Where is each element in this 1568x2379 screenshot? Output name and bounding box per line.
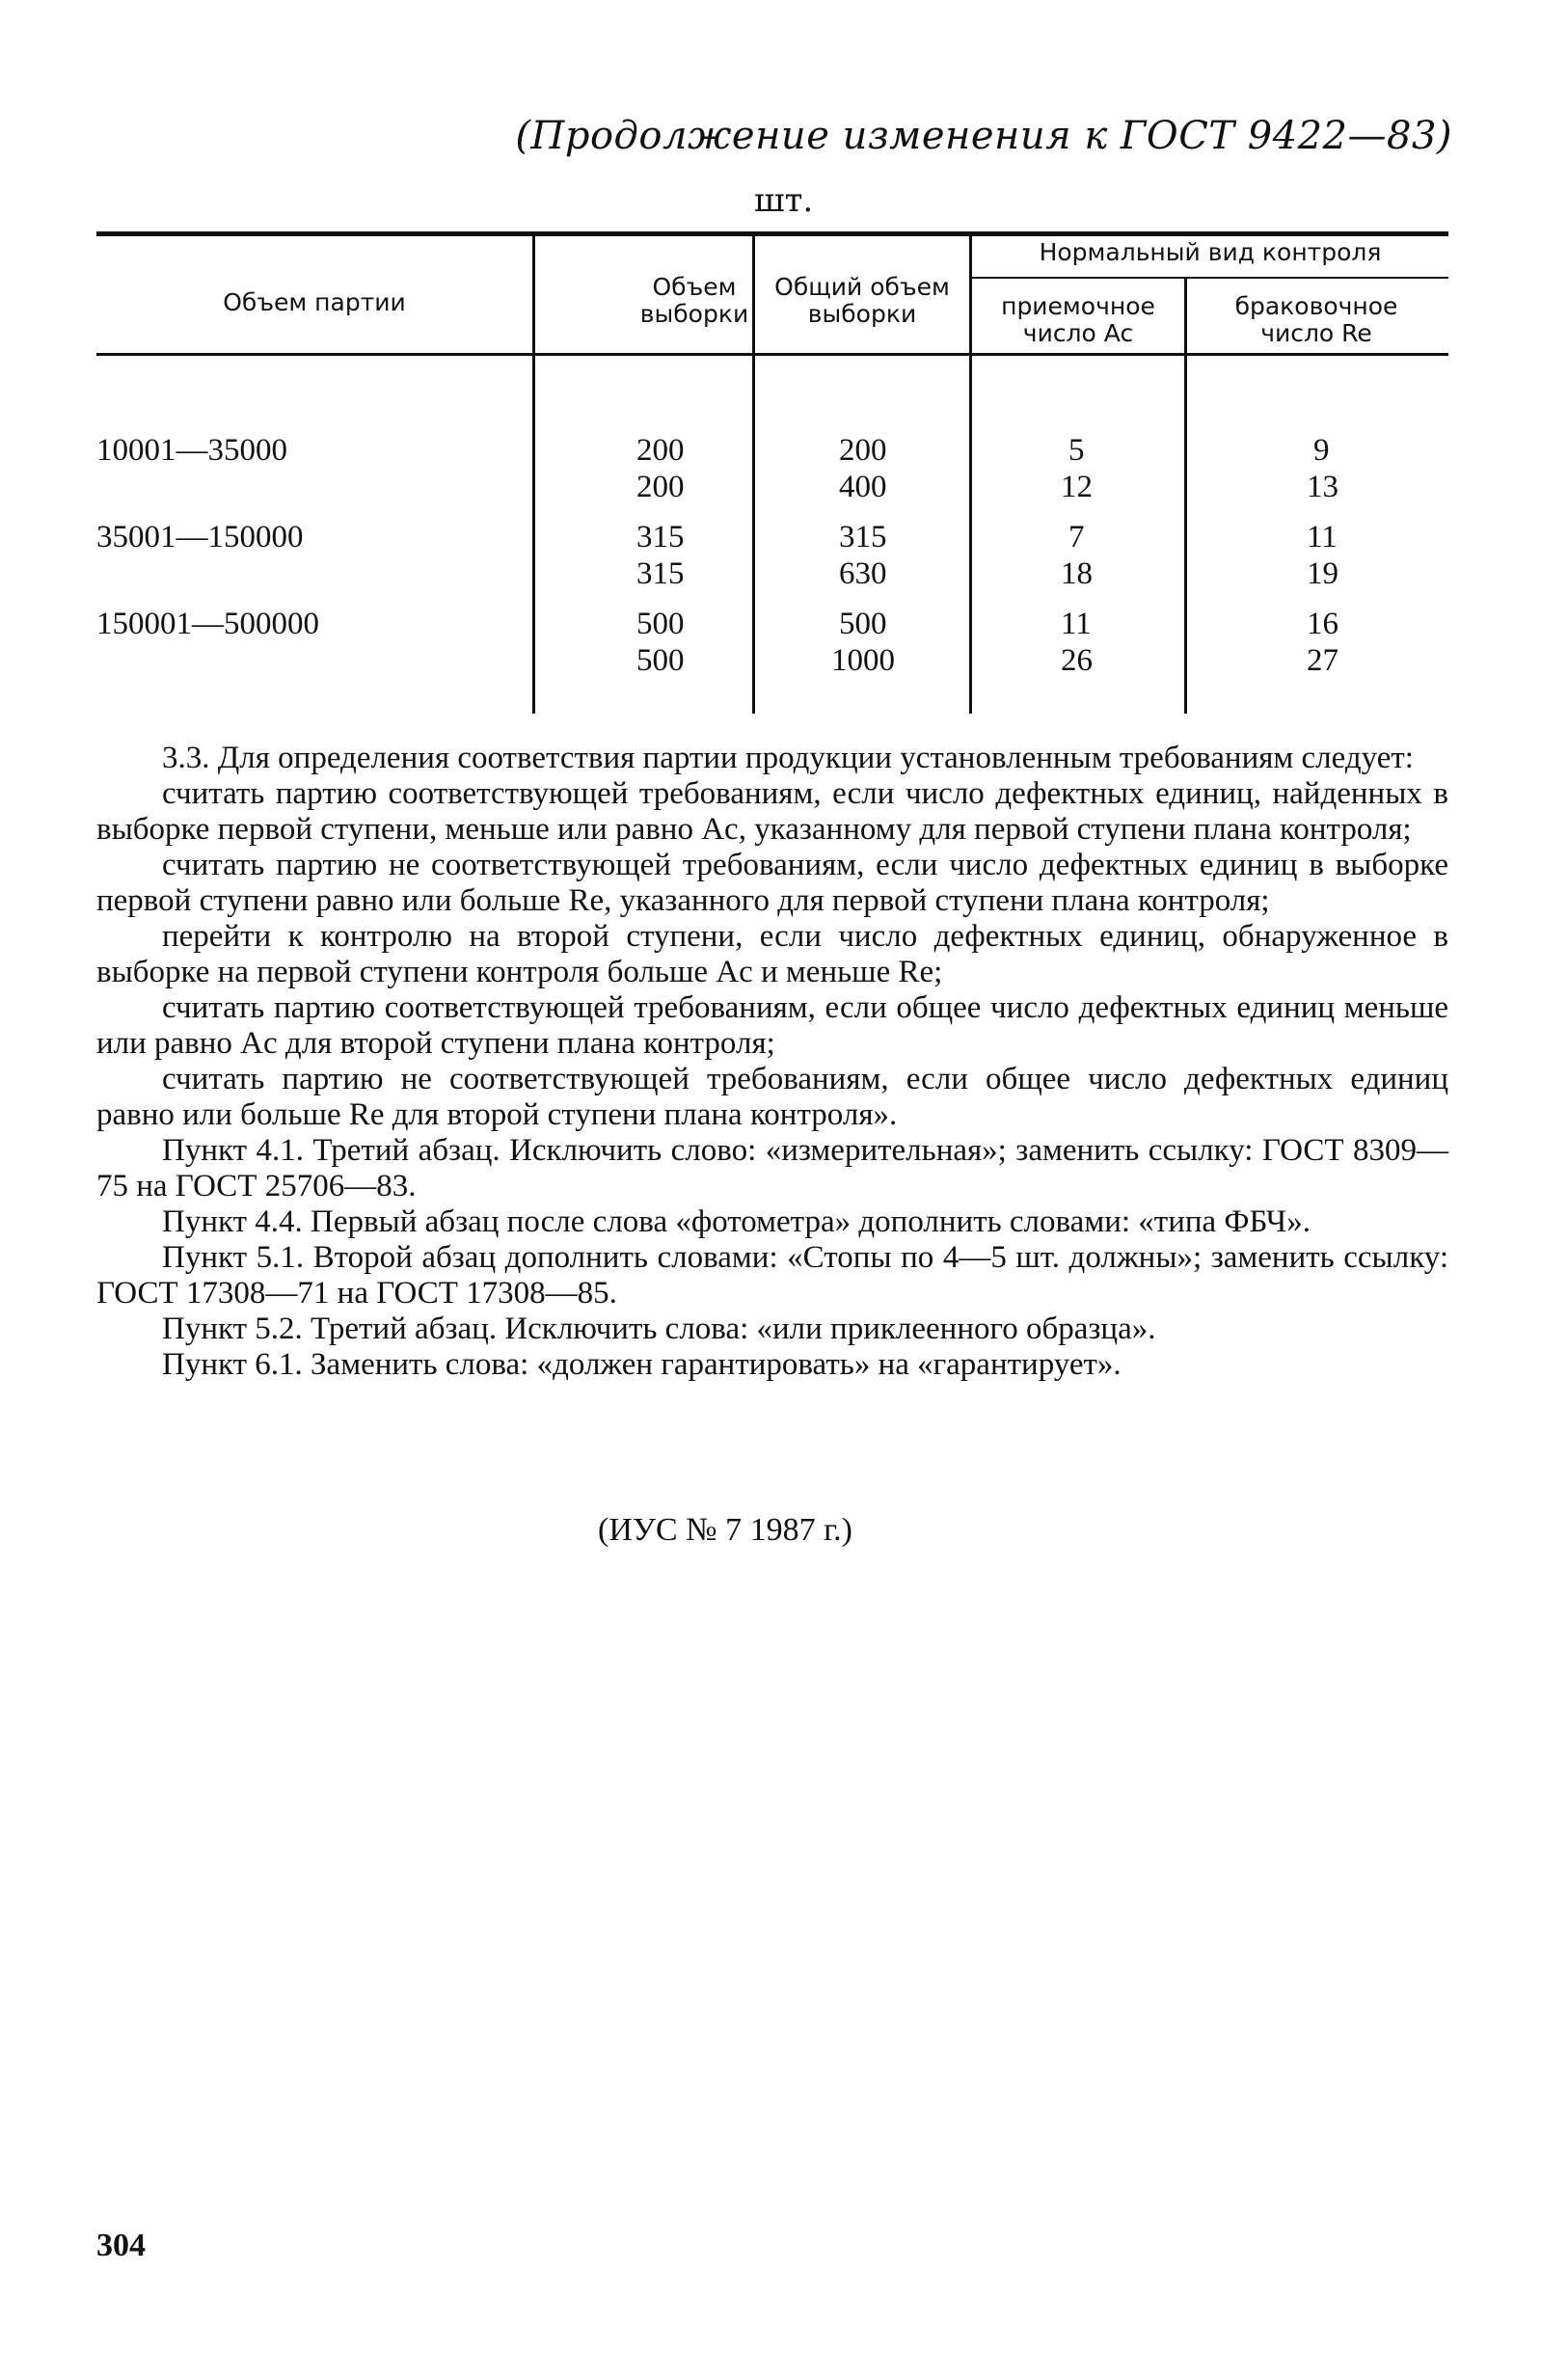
table-row-2-re-b: 19 xyxy=(1307,556,1338,591)
table-row-2-re-a: 11 xyxy=(1307,520,1338,554)
source-reference: (ИУС № 7 1987 г.) xyxy=(598,1512,852,1548)
rule-go-second-stage: перейти к контролю на второй ступени, если число дефектных единиц, обнаруженное в выборке на первой ступени контроля больше Ac и меньше Re; xyxy=(96,919,1448,989)
table-row-3-ac-b: 26 xyxy=(1061,643,1093,678)
rule-reject-first-stage: считать партию не соответствующей требованиям, если число дефектных единиц в выборке первой ступени равно или больше Re, указанного для первой ступени плана контроля; xyxy=(96,848,1448,918)
col-divider-3 xyxy=(969,231,972,714)
table-row-2-lot: 35001—150000 xyxy=(96,520,304,554)
table-row-1-total-a: 200 xyxy=(839,433,887,468)
table-row-1-ac-a: 5 xyxy=(1068,433,1085,468)
amendment-5-2: Пункт 5.2. Третий абзац. Исключить слова: «или приклеенного образца». xyxy=(162,1311,1156,1346)
header-rejection: браковочное число Re xyxy=(1234,292,1398,347)
running-header: (Продолжение изменения к ГОСТ 9422—83) xyxy=(515,114,1452,158)
table-row-1-re-b: 13 xyxy=(1307,470,1338,504)
table-row-2-ac-a: 7 xyxy=(1068,520,1085,554)
sampling-table xyxy=(96,231,1448,714)
table-row-2-sample-b: 315 xyxy=(636,556,685,591)
table-row-2-sample-a: 315 xyxy=(636,520,685,554)
table-row-3-re-b: 27 xyxy=(1307,643,1338,678)
header-normal-control: Нормальный вид контроля xyxy=(1039,238,1382,266)
header-sample-volume: Объем выборки xyxy=(639,273,749,328)
table-row-3-total-b: 1000 xyxy=(831,643,895,678)
paragraph-3-3: 3.3. Для определения соответствия партии продукции установленным требованиям следует: xyxy=(162,741,1414,775)
body-text xyxy=(96,741,1448,1383)
table-row-2-ac-b: 18 xyxy=(1061,556,1093,591)
table-row-2-total-b: 630 xyxy=(839,556,887,591)
header-total-sample: Общий объем выборки xyxy=(774,273,950,328)
rule-accept-first-stage: считать партию соответствующей требованиям, если число дефектных единиц, найденных в выборке первой ступени, меньше или равно Ac, указанному для первой ступени плана контроля; xyxy=(96,776,1448,847)
header-bottom-rule xyxy=(96,353,1448,356)
table-row-1-lot: 10001—35000 xyxy=(96,433,287,468)
col-divider-4 xyxy=(1184,277,1187,714)
table-unit: шт. xyxy=(754,181,814,220)
table-row-3-re-a: 16 xyxy=(1307,607,1338,641)
table-row-3-lot: 150001—500000 xyxy=(96,607,319,641)
header-sub-rule xyxy=(969,277,1448,279)
table-row-3-ac-a: 11 xyxy=(1061,607,1092,641)
header-acceptance: приемочное число Ac xyxy=(1001,292,1155,347)
table-row-3-total-a: 500 xyxy=(839,607,887,641)
table-row-1-total-b: 400 xyxy=(839,470,887,504)
table-row-2-total-a: 315 xyxy=(839,520,887,554)
table-row-1-sample-a: 200 xyxy=(636,433,685,468)
table-row-1-sample-b: 200 xyxy=(636,470,685,504)
rule-reject-second-stage: считать партию не соответствующей требованиям, если общее число дефектных единиц равно или больше Re для второй ступени плана контроля». xyxy=(96,1062,1448,1132)
amendment-4-1: Пункт 4.1. Третий абзац. Исключить слово: «измерительная»; заменить ссылку: ГОСТ 8309—75 на ГОСТ 25706—83. xyxy=(96,1133,1448,1203)
table-row-1-re-a: 9 xyxy=(1313,433,1330,468)
amendment-6-1: Пункт 6.1. Заменить слова: «должен гарантировать» на «гарантирует». xyxy=(162,1347,1122,1382)
page-number: 304 xyxy=(96,2228,146,2263)
col-divider-1 xyxy=(532,231,535,714)
table-row-3-sample-a: 500 xyxy=(636,607,685,641)
amendment-4-4: Пункт 4.4. Первый абзац после слова «фотометра» дополнить словами: «типа ФБЧ». xyxy=(162,1204,1311,1239)
table-row-3-sample-b: 500 xyxy=(636,643,685,678)
table-top-rule xyxy=(96,231,1448,236)
table-row-1-ac-b: 12 xyxy=(1061,470,1093,504)
header-lot-volume: Объем партии xyxy=(223,288,406,316)
rule-accept-second-stage: считать партию соответствующей требованиям, если общее число дефектных единиц меньше или равно Ac для второй ступени плана контроля; xyxy=(96,990,1448,1061)
amendment-5-1: Пункт 5.1. Второй абзац дополнить словами: «Стопы по 4—5 шт. должны»; заменить ссылку: ГОСТ 17308—71 на ГОСТ 17308—85. xyxy=(96,1240,1448,1311)
